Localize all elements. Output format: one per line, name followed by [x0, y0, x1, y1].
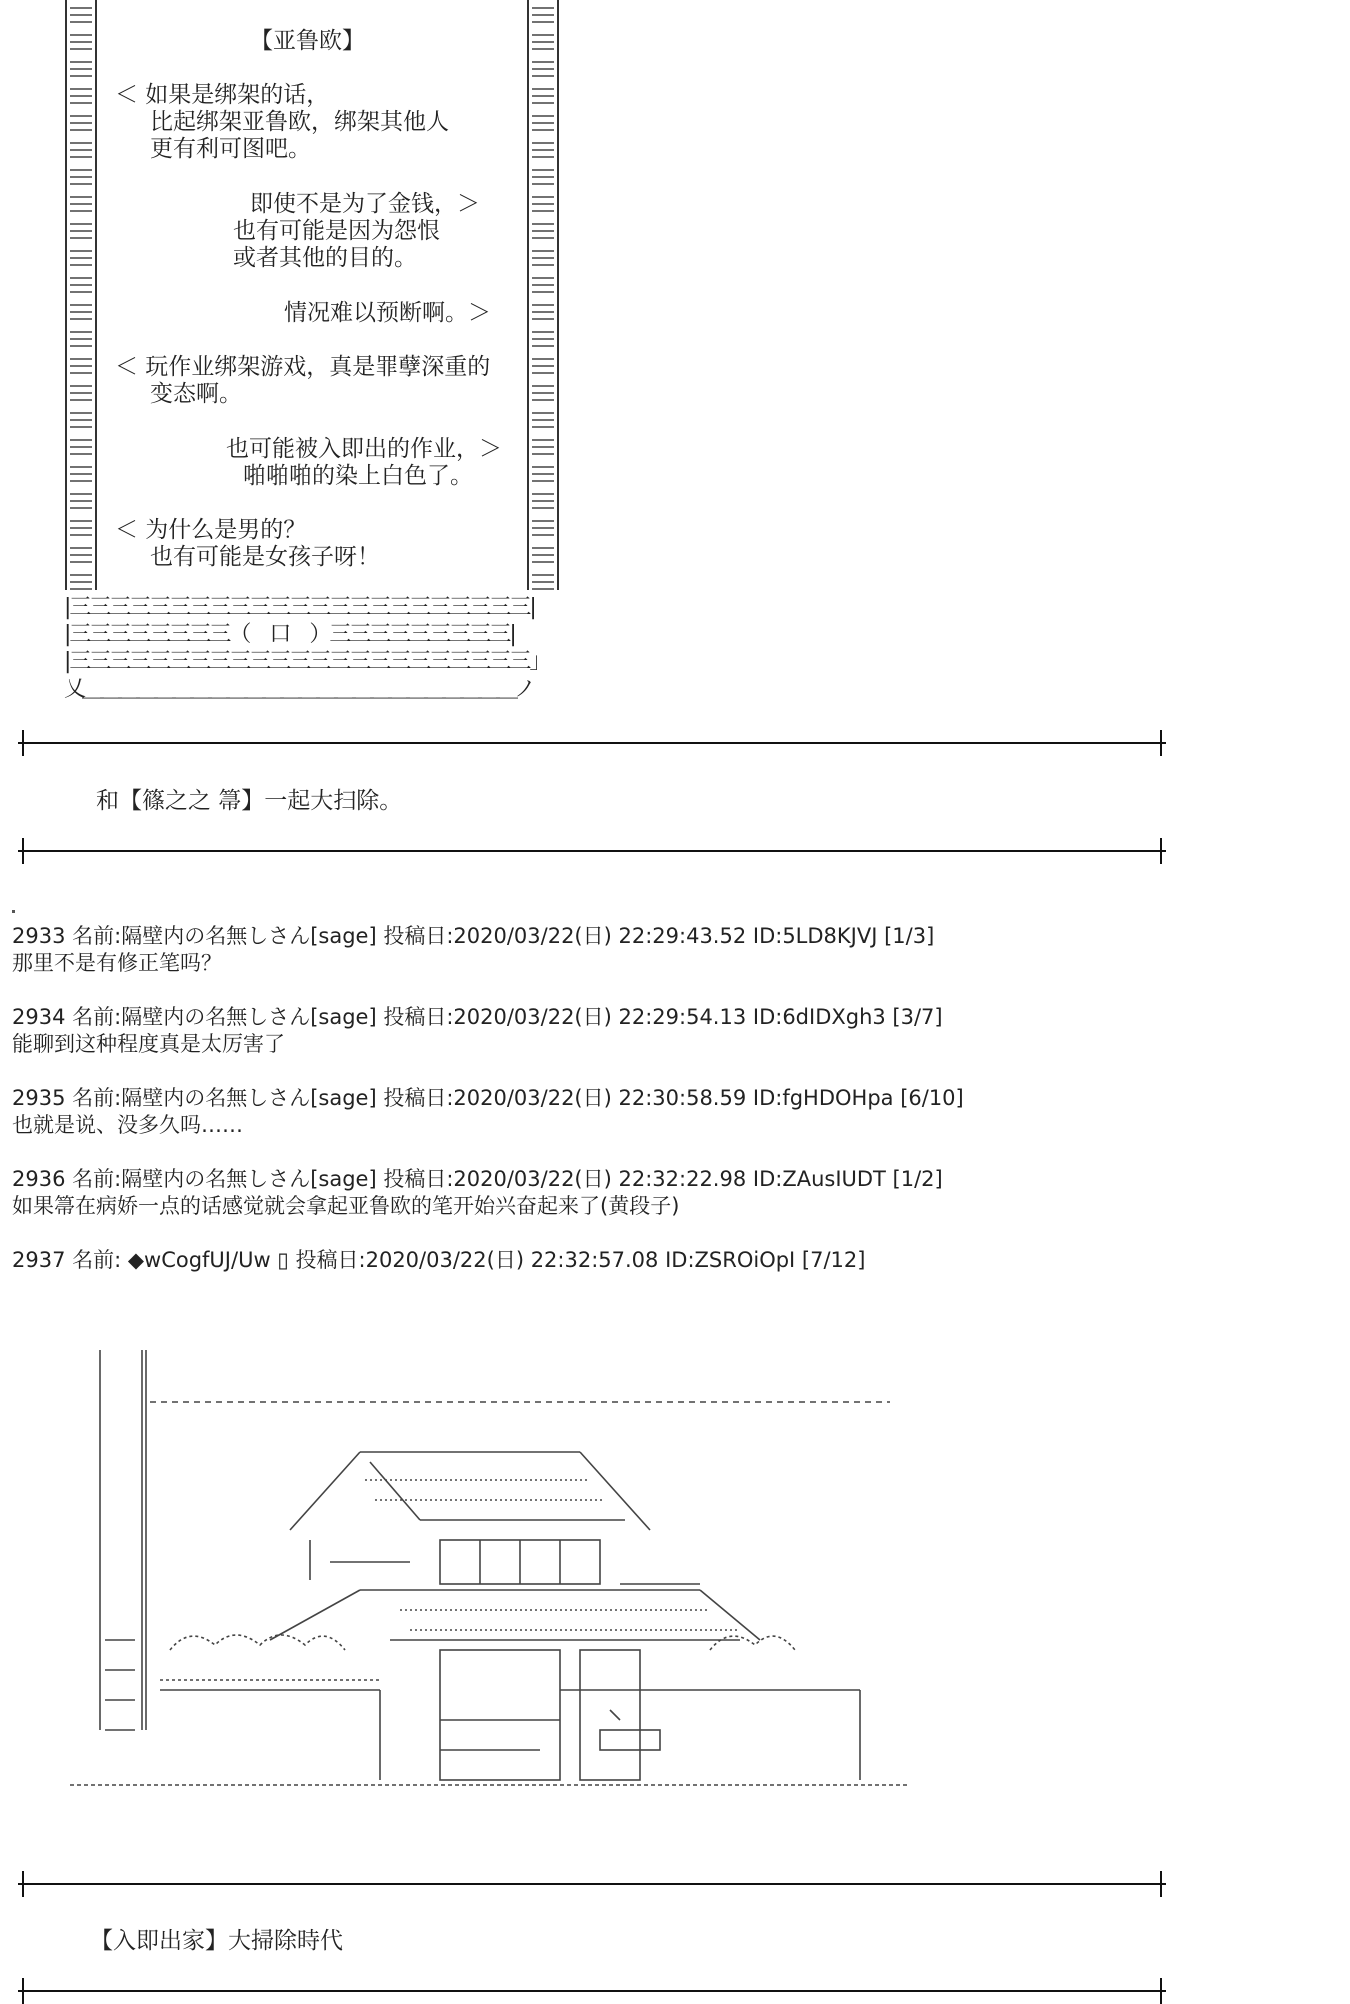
post-header: 2934 名前:隔壁内の名無しさん[sage] 投稿日:2020/03/22(日) 22:29:54.13 ID:6dIDXgh3 [3/7]	[12, 1005, 943, 1029]
dialog-line: 情况难以预断啊。＞	[284, 300, 491, 326]
dialog-line: 或者其他的目的。	[233, 245, 417, 271]
caption: 和【篠之之 箒】一起大扫除。	[96, 788, 403, 814]
caption: 【入即出家】大掃除時代	[90, 1928, 343, 1954]
dialog-line: 变态啊。	[150, 381, 242, 407]
dialog-line: 更有利可图吧。	[150, 136, 311, 162]
post-body: 也就是说、没多久吗……	[12, 1113, 243, 1137]
post-body: 如果箒在病娇一点的话感觉就会拿起亚鲁欧的笔开始兴奋起来了(黄段子)	[12, 1194, 680, 1218]
dialog-bottom-row: 乂＿＿＿＿＿＿＿＿＿＿＿＿＿＿＿＿＿＿＿＿＿＿＿＿ノ	[64, 677, 533, 702]
post-header: 2937 名前: ◆wCogfUJ/Uw ▯ 投稿日:2020/03/22(日) 22:32:57.08 ID:ZSROiOpI [7/12]	[12, 1248, 866, 1272]
dialog-line: ＜ 如果是绑架的话，	[115, 82, 330, 108]
post-body: 那里不是有修正笔吗？	[12, 951, 222, 975]
house-art	[60, 1340, 940, 1840]
dialog-line: 比起绑架亚鲁欧，绑架其他人	[150, 109, 449, 135]
dialog-line: 也有可能是因为怨恨	[233, 218, 440, 244]
dialog-bottom-row: |三三三三三三三三三三三三三三三三三三三三三三三|	[64, 595, 535, 620]
dot-mark	[12, 910, 15, 913]
dialog-line: ＜ 为什么是男的？	[115, 517, 307, 543]
dialog-speaker: 【亚鲁欧】	[250, 28, 365, 54]
dialog-bottom-row: |三三三三三三三三三三三三三三三三三三三三三三三」	[64, 649, 550, 674]
separator	[18, 1883, 1166, 1885]
post-header: 2935 名前:隔壁内の名無しさん[sage] 投稿日:2020/03/22(日) 22:30:58.59 ID:fgHDOHpa [6/10]	[12, 1086, 964, 1110]
dialog-line: 即使不是为了金钱，＞	[250, 191, 480, 217]
dialog-line: 也可能被入即出的作业，＞	[226, 436, 502, 462]
separator	[18, 742, 1166, 744]
dialog-line: 啪啪啪的染上白色了。	[243, 463, 473, 489]
separator	[18, 850, 1166, 852]
dialog-line: ＜ 玩作业绑架游戏，真是罪孽深重的	[115, 354, 491, 380]
dialog-line: 也有可能是女孩子呀！	[150, 544, 380, 570]
post-header: 2933 名前:隔壁内の名無しさん[sage] 投稿日:2020/03/22(日) 22:29:43.52 ID:5LD8KJVJ [1/3]	[12, 924, 935, 948]
separator	[18, 1990, 1166, 1992]
post-header: 2936 名前:隔壁内の名無しさん[sage] 投稿日:2020/03/22(日) 22:32:22.98 ID:ZAusIUDT [1/2]	[12, 1167, 943, 1191]
dialog-bottom-row: |三三三三三三三三（ 口 ）三三三三三三三三三|	[64, 622, 515, 647]
post-body: 能聊到这种程度真是太厉害了	[12, 1032, 285, 1056]
